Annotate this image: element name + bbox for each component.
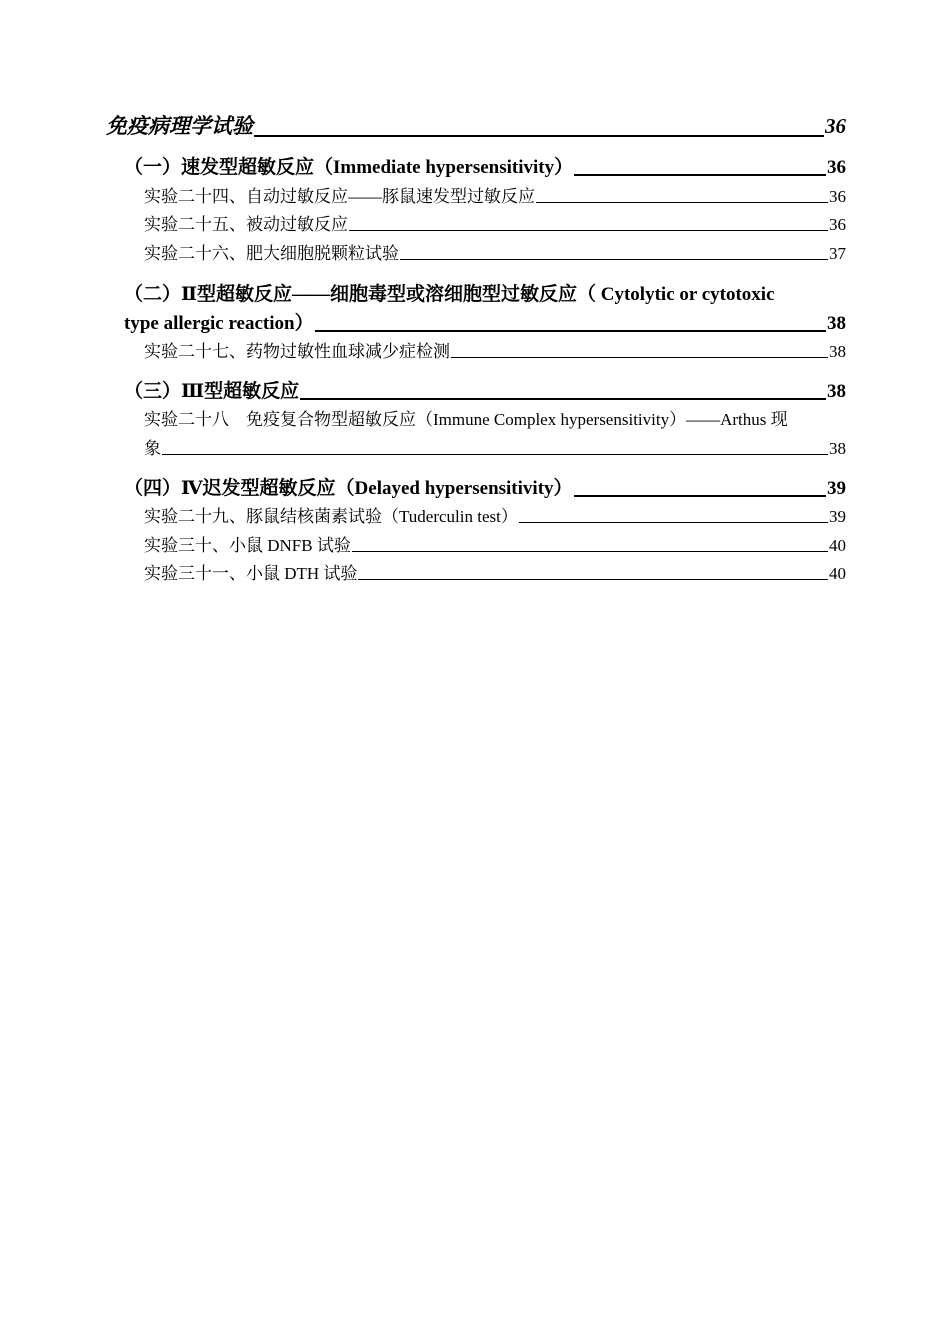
toc-entry-section-3[interactable] bbox=[124, 376, 846, 403]
toc-entry-item[interactable] bbox=[144, 210, 846, 235]
toc-page-number: 38 bbox=[827, 313, 846, 334]
toc-leader-line bbox=[536, 202, 828, 203]
toc-page-number: 36 bbox=[825, 114, 846, 138]
toc-leader-line bbox=[162, 454, 828, 455]
toc-entry-item[interactable] bbox=[144, 337, 846, 362]
toc-entry-item[interactable] bbox=[144, 239, 846, 264]
toc-entry-title: （三）Ⅲ型超敏反应 bbox=[124, 381, 300, 402]
toc-entry-title: 实验二十五、被动过敏反应 bbox=[144, 215, 348, 234]
toc-leader-line bbox=[358, 579, 828, 580]
toc-entry-title: （一）速发型超敏反应（Immediate hypersensitivity） bbox=[124, 157, 574, 178]
toc-page-number: 38 bbox=[829, 439, 846, 458]
toc-entry-title: 实验三十一、小鼠 DTH 试验 bbox=[144, 564, 358, 583]
toc-entry-title: 实验二十七、药物过敏性血球减少症检测 bbox=[144, 342, 450, 361]
toc-entry-title: 免疫病理学试验 bbox=[106, 114, 253, 138]
toc-entry-section-1[interactable] bbox=[124, 152, 846, 179]
toc-page-number: 36 bbox=[829, 187, 846, 206]
toc-leader-line bbox=[352, 551, 828, 552]
toc-entry-title-line-1: 实验二十八 免疫复合物型超敏反应（Immune Complex hypersensitivity）——Arthus 现 bbox=[144, 410, 788, 429]
toc-entry-title-line-2: 象 bbox=[144, 439, 161, 458]
toc-entry-title-line-1: （二）Ⅱ型超敏反应——细胞毒型或溶细胞型过敏反应（ Cytolytic or cytotoxic bbox=[124, 284, 775, 305]
toc-page-number: 40 bbox=[829, 536, 846, 555]
toc-entry-section-4[interactable] bbox=[124, 473, 846, 500]
toc-leader-line bbox=[254, 135, 824, 137]
toc-leader-line bbox=[300, 398, 826, 400]
toc-page-number: 36 bbox=[827, 157, 846, 178]
toc-leader-line bbox=[574, 174, 826, 176]
toc-entry-title-line-2: type allergic reaction） bbox=[124, 313, 314, 334]
toc-entry-item[interactable] bbox=[144, 531, 846, 556]
toc-page-number: 38 bbox=[827, 381, 846, 402]
toc-entry-title: 实验二十四、自动过敏反应——豚鼠速发型过敏反应 bbox=[144, 187, 535, 206]
toc-entry-item[interactable] bbox=[144, 559, 846, 584]
toc-leader-line bbox=[349, 230, 828, 231]
toc-leader-line bbox=[451, 357, 828, 358]
toc-page-number: 38 bbox=[829, 342, 846, 361]
toc-leader-line bbox=[574, 495, 826, 497]
toc-leader-line bbox=[400, 259, 828, 260]
toc-page-number: 39 bbox=[829, 507, 846, 526]
toc-page-number: 37 bbox=[829, 244, 846, 263]
toc-entry-section-2[interactable] bbox=[124, 279, 846, 335]
toc-page-number: 36 bbox=[829, 215, 846, 234]
toc-leader-line bbox=[519, 522, 828, 523]
toc-entry-item[interactable] bbox=[144, 502, 846, 527]
toc-page-number: 39 bbox=[827, 478, 846, 499]
toc-leader-line bbox=[315, 330, 826, 332]
toc-entry-title: 实验二十六、肥大细胞脱颗粒试验 bbox=[144, 244, 399, 263]
toc-entry-title: 实验三十、小鼠 DNFB 试验 bbox=[144, 536, 351, 555]
toc-entry-item[interactable] bbox=[144, 405, 846, 459]
toc-entry-title: （四）Ⅳ迟发型超敏反应（Delayed hypersensitivity） bbox=[124, 478, 573, 499]
toc-page-number: 40 bbox=[829, 564, 846, 583]
toc-entry-item[interactable] bbox=[144, 182, 846, 207]
toc-entry-heading[interactable] bbox=[106, 110, 846, 140]
toc-entry-title: 实验二十九、豚鼠结核菌素试验（Tuderculin test） bbox=[144, 507, 518, 526]
